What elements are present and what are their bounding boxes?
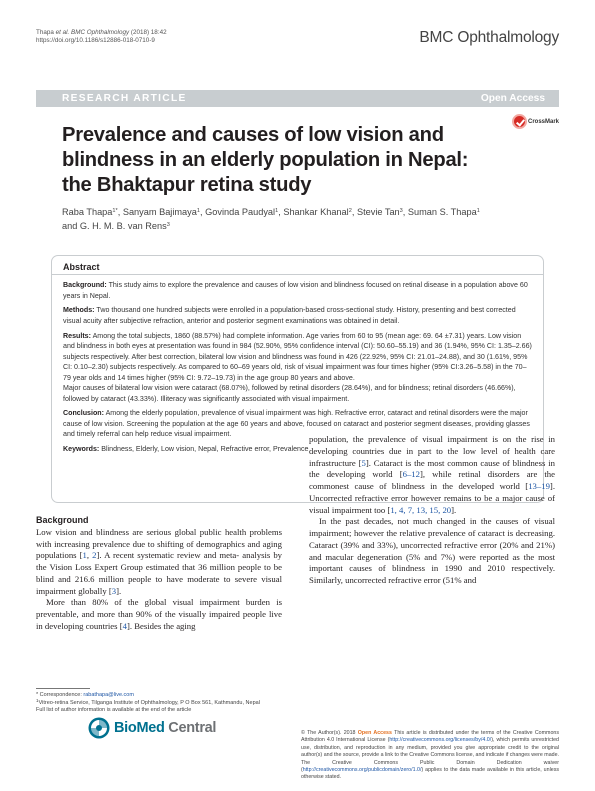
- citation-author: Thapa: [36, 29, 56, 36]
- section-heading-background: Background: [36, 515, 89, 525]
- author-affiliation-sup: 1: [196, 208, 200, 214]
- author-separator: ,: [117, 207, 123, 217]
- license-statement: [301, 730, 559, 782]
- correspondence-email-link[interactable]: rabathapa@live.com: [83, 692, 134, 698]
- abstract-results-cont: Major causes of bilateral low vision were cataract (68.07%), followed by retinal disorders (28.64%), and for blindness; retinal disorders (46.66%), followed by cataract (43.33%). Illiteracy was significantly associated with visual impairment.: [63, 384, 516, 403]
- article-citation: [36, 29, 296, 46]
- body-text: ]. A recent systematic review and meta- analysis by the Vision Loss Expert Group estimated that 36 million people to be blind and 216.6 million people to have moderate to severe visual impairment globally [: [36, 550, 283, 596]
- abstract-divider: [52, 274, 543, 275]
- abstract-section-label: Conclusion:: [63, 409, 104, 418]
- author-separator: ,: [199, 207, 206, 217]
- author-separator: ,: [351, 207, 357, 217]
- citation-link[interactable]: 3: [111, 585, 117, 596]
- body-text: ], while retinal disorders are the commonest cause of blindness in the developed world [: [309, 469, 555, 491]
- abstract-section-text: Among the total subjects, 1860 (88.57%) had complete information. Age varies from 60 to 95 (mean age: 69. 64 ±7.31) years. Low vision and blindness in both eyes at presentation was found in 984 (52.90%, 95% confidence interval (CI): 50.60–55.19) and 36 (1.94%, 95% CI: 1.35–2.66) subjects respectively. After best correction, bilateral low vision and blindness was found in 426 (22.92%, 95% CI: 21.01–24.88), and 30 (1.61%, 95% CI: 0.10–2.30) subjects respectively. As compared to 60–69 years old, risk of visual impairment was four times higher (95% CI:3.26–5.58) in the 70–79 year olds and 14 times higher (95% CI: 9.72–19.73) in the age group 80 years and above.: [63, 331, 532, 382]
- author-name[interactable]: Sanyam Bajimaya: [122, 207, 197, 217]
- article-title: [62, 123, 502, 197]
- citation-link[interactable]: 6–12: [402, 469, 420, 480]
- author-separator: ,: [402, 207, 408, 217]
- author-affiliation-sup: 3: [399, 208, 403, 214]
- abstract-methods: [63, 305, 533, 326]
- body-text: ]. Cataract is the most common cause of blindness in the developing world [: [309, 457, 555, 480]
- citation-link[interactable]: 1, 4, 7, 13, 15, 20: [390, 504, 452, 515]
- author-name[interactable]: Raba Thapa: [62, 207, 113, 217]
- citation-link[interactable]: 4: [122, 620, 127, 631]
- abstract-section-text: This study aims to explore the prevalence and causes of low vision and blindness focused on retinal disease in a population above 60 years in Nepal.: [63, 281, 528, 300]
- article-type-bar: [36, 90, 559, 107]
- body-text: More than 80% of the global visual impairment burden is preventable, and more than 90% of the visually impaired people live in developing countries [: [36, 597, 282, 631]
- correspondence-note: [36, 692, 282, 700]
- author-name[interactable]: Suman S. Thapa: [407, 207, 477, 217]
- author-list: [62, 205, 502, 233]
- journal-name: BMC Ophthalmology: [419, 29, 559, 46]
- author-name[interactable]: Shankar Khanal: [283, 207, 349, 217]
- affiliation-text: Vitreo-retina Service, Tilganga Institute of Ophthalmology, P O Box 561, Kathmandu, Nepal: [38, 699, 260, 706]
- abstract-section-label: Results:: [63, 331, 91, 340]
- body-text: ].: [116, 585, 122, 596]
- correspondence-label: * Correspondence:: [36, 692, 84, 698]
- crossmark-button[interactable]: [512, 114, 562, 138]
- author-separator: ,: [278, 207, 284, 217]
- abstract-background: [63, 280, 533, 301]
- body-text: ,: [86, 550, 93, 561]
- logo-word-central: Central: [164, 720, 217, 736]
- author-affiliation-sup: 2: [348, 208, 352, 214]
- abstract-results: [63, 331, 533, 384]
- author-name[interactable]: and G. H. M. B. van Rens: [62, 221, 167, 232]
- full-author-info-note: Full list of author information is available at the end of the article: [36, 707, 192, 714]
- logo-word-biomed: BioMed: [114, 720, 165, 736]
- body-right-column: [309, 434, 555, 587]
- footnotes: [36, 692, 282, 715]
- author-affiliation-sup: 3: [166, 222, 170, 229]
- abstract-section-text: Blindness, Elderly, Low vision, Nepal, Refractive error, Prevalence: [99, 445, 309, 454]
- citation-link[interactable]: 13–19: [528, 481, 550, 491]
- body-paragraph: [36, 597, 282, 632]
- license-copyright: © The Author(s). 2018: [301, 730, 358, 736]
- citation-link[interactable]: 1: [82, 550, 87, 561]
- abstract-section-label: Keywords:: [63, 445, 100, 454]
- body-text: Low vision and blindness are serious global public health problems with increasing prevalence due to shifting of demographics and aging populations [: [36, 526, 282, 561]
- author-affiliation-sup: 1*: [112, 208, 118, 214]
- license-text: This article is distributed under the terms of the Creative Commons Attribution 4.0 International License (: [301, 730, 559, 744]
- title-line: Prevalence and causes of low vision and: [62, 124, 444, 146]
- citation-link[interactable]: 2: [92, 550, 97, 561]
- title-line: blindness in an elderly population in Nepal:: [62, 148, 469, 171]
- affiliation-sup: 1: [36, 697, 39, 703]
- abstract-section-text: Two thousand one hundred subjects were enrolled in a population-based cross-sectional study. History, presenting and best corrected visual acuity after subjective refraction, anterior and posterior segment examinations was obtained in detail.: [63, 306, 516, 325]
- license-text: ), which permits unrestricted use, distribution, and reproduction in any medium, provided you give appropriate credit to the original author(s) and the source, provide a link to the Creative Commons license, and indicate if changes were made. The Creative Commons Public Domain Dedication waiver (: [301, 737, 559, 774]
- abstract-section-text: Among the elderly population, prevalence of visual impairment was high. Refractive error, cataract and retinal disorders were the major cause of low vision. Screening the population at the age 60 years and above, focused on cataract and posterior segment diseases, providing glasses and timely referral can help reduce visual impairment.: [63, 409, 530, 439]
- license-link-cc-by[interactable]: http://creativecommons.org/licenses/by/4.0/: [389, 737, 492, 744]
- author-name[interactable]: Govinda Paudyal: [205, 207, 276, 217]
- license-open-access: Open Access: [357, 730, 392, 736]
- citation-link[interactable]: 5: [361, 457, 366, 468]
- biomed-central-logo-icon: [88, 717, 110, 739]
- footnote-divider: [36, 688, 90, 689]
- crossmark-label: CrossMark: [528, 119, 560, 125]
- license-text: ) applies to the data made available in this article, unless otherwise stated.: [301, 767, 559, 781]
- citation-line: [36, 29, 296, 37]
- affiliation-note: [36, 697, 282, 708]
- body-paragraph: [36, 527, 282, 598]
- open-access-label: Open Access: [480, 93, 545, 104]
- body-left-column: [36, 515, 282, 633]
- author-affiliation-sup: 1: [275, 208, 279, 214]
- body-text: ]. Uncorrected refractive error however remains to be a major cause of visual impairment too [: [309, 481, 555, 515]
- author-affiliation-sup: 1: [476, 208, 480, 214]
- citation-journal: et al. BMC Ophthalmology: [55, 29, 130, 36]
- doi-link[interactable]: https://doi.org/10.1186/s12886-018-0710-9: [36, 37, 155, 45]
- body-paragraph: In the past decades, not much changed in the causes of visual impairment; however the relative prevalence of cataract is decreasing. Cataract (39% and 33%), uncorrected refractive error (20% and 21%) and macular degeneration (5% and 7%) were reported as the most important causes of blindness in 1990 and 2010 respectively. Similarly, uncorrected refractive error (51% and: [309, 516, 555, 585]
- biomed-central-wordmark: [114, 720, 216, 736]
- article-type-label: RESEARCH ARTICLE: [62, 93, 187, 104]
- abstract-heading: Abstract: [63, 262, 100, 272]
- author-name[interactable]: Stevie Tan: [356, 207, 400, 217]
- body-text: ]. Besides the aging: [126, 620, 196, 631]
- abstract-section-label: Background:: [63, 281, 107, 289]
- body-text: population, the prevalence of visual impairment is on the rise in developing countries due in part to the low level of health care infrastructure [: [309, 434, 555, 468]
- citation-volume: (2018) 18:42: [129, 29, 167, 36]
- abstract-section-label: Methods:: [63, 306, 95, 315]
- biomed-central-logo[interactable]: [88, 717, 258, 741]
- abstract-body: [63, 280, 533, 459]
- crossmark-icon: [512, 114, 527, 129]
- body-paragraph: [309, 434, 555, 516]
- title-line: the Bhaktapur retina study: [62, 173, 312, 196]
- license-link-cc-zero[interactable]: http://creativecommons.org/publicdomain/zero/1.0/: [302, 767, 422, 774]
- body-text: ].: [451, 504, 457, 515]
